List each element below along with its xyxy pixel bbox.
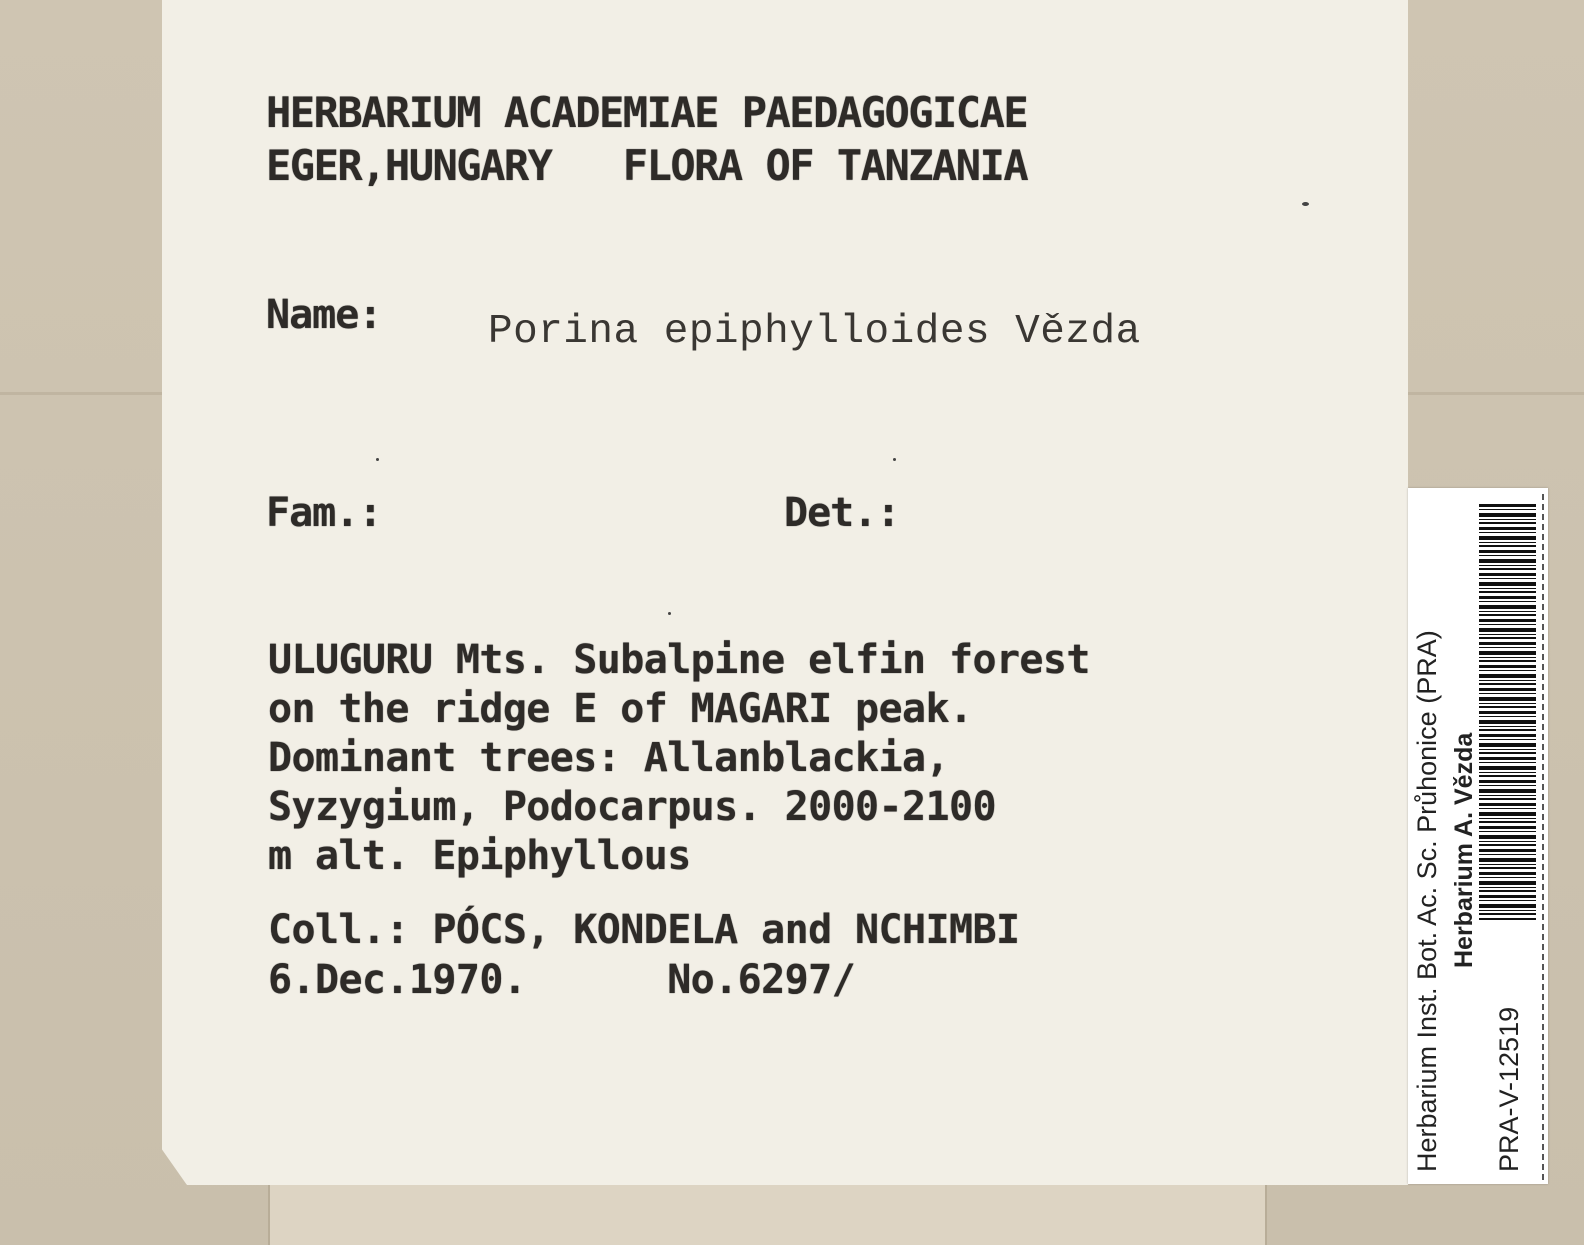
locality-line-3: Dominant trees: Allanblackia, <box>268 735 949 781</box>
locality-line-2: on the ridge E of MAGARI peak. <box>268 686 973 732</box>
board-seam-right <box>1265 1180 1267 1245</box>
sticker-cut-line <box>1542 494 1544 1180</box>
collection-text: Herbarium A. Vězda <box>1450 732 1478 968</box>
date-number-line: 6.Dec.1970. No.6297/ <box>268 957 856 1003</box>
name-label: Name: <box>266 292 382 338</box>
ink-speck <box>668 612 671 615</box>
determiner-label: Det.: <box>784 490 900 536</box>
label-header-line1: HERBARIUM ACADEMIAE PAEDAGOGICAE <box>266 88 1028 137</box>
label-header-line2: EGER,HUNGARY FLORA OF TANZANIA <box>266 141 1028 190</box>
board-seam-left <box>268 1180 270 1245</box>
ink-speck <box>376 458 379 461</box>
ink-speck <box>893 458 896 461</box>
family-label: Fam.: <box>266 490 382 536</box>
species-name: Porina epiphylloides Vězda <box>488 309 1141 355</box>
institution-text: Herbarium Inst. Bot. Ac. Sc. Průhonice (PRA) <box>1412 630 1442 1172</box>
specimen-id: PRA-V-12519 <box>1494 1006 1524 1172</box>
board-strip <box>270 1182 1265 1245</box>
locality-line-4: Syzygium, Podocarpus. 2000-2100 <box>268 784 996 830</box>
locality-line-1: ULUGURU Mts. Subalpine elfin forest <box>268 637 1090 683</box>
ink-speck <box>1302 202 1309 206</box>
barcode <box>1479 504 1536 920</box>
collector-line: Coll.: PÓCS, KONDELA and NCHIMBI <box>268 907 1020 953</box>
locality-line-5: m alt. Epiphyllous <box>268 833 691 879</box>
